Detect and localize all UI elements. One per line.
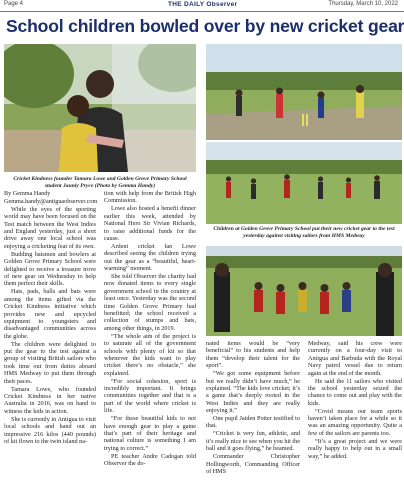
paragraph: tion with help from the British High Commission. [104, 190, 196, 205]
paragraph: “For social cohesion, sport is incredibly important. It brings communities together and that is a part of the world where cricket is life. [104, 377, 196, 415]
paragraph: PE teacher Andre Cadogan told Observer the do- [104, 452, 196, 468]
photo-field [206, 142, 402, 224]
paragraph: nated items would be “very beneficial” to his students and help them “develop their talent for the sport”. [206, 340, 300, 370]
paragraph: Budding batsmen and bowlers at Golden Grove Primary School were delighted to receive a treasure trove of new gear on Wednesday to help them perfect their skills. [4, 250, 96, 288]
paragraph: Commander Christopher Hollingworth, Commanding Officer of HMS [206, 453, 300, 475]
page-header-bar [0, 0, 404, 12]
paragraph: “We got some equipment before but we really didn’t have much,” he explained. “The kids love cricket; it’s a game that’s deeply rooted in the West Indies and they are really enjoying it.” [206, 370, 300, 415]
author-email: Gemma.handy@antiguaobserver.com [4, 197, 98, 205]
masthead: THE DAILY Observer [168, 1, 238, 8]
paragraph: Lowe also hosted a benefit dinner earlier this week, attended by National Hero Sir Vivian Richards, to raise additional funds for the cause. [104, 205, 196, 242]
paragraph: The children were delighted to put the gear to the test against a group of visiting British sailors who took time out from duties aboard HMS Medway to put them through their paces. [4, 340, 96, 385]
paragraph: “Cricket is very fun, athletic, and it’s really nice to see when you hit the ball and it goes flying,” he beamed. [206, 430, 300, 453]
paragraph: She told Observer the charity had now donated items to every single government school in the country at least once. Yesterday was the second time Golden Grove Primary had benefitted; the school received a collection of stumps and bats, among other things, in 2019. [104, 272, 196, 332]
article-column-1 [4, 190, 96, 446]
paragraph: Tamara Lowe, who founded Cricket Kindness in her native Australia in 2016, was on hand to witness the kids in action. [4, 385, 96, 415]
caption-founder: Cricket Kindness founder Tamara Lowe and Golden Grove Primary School student Jauniy Pryce (Photo by Gemma Handy) [13, 176, 187, 189]
paragraph: “The whole aim of the project is to saturate all of the government schools with plenty of kit so that whenever the kids want to play cricket there’s no obstacle,” she explained. [104, 332, 196, 377]
paragraph: Hats, pads, balls and bats were among the items gifted via the Cricket Kindness initiative which provides new and upcycled equipment to youngsters and disadvantaged communities across the globe. [4, 288, 96, 340]
issue-date: Thursday, March 10, 2022 [328, 1, 398, 7]
paragraph: Ardent cricket fan Lowe described seeing the children trying out the gear as a “beautiful, heart-warming” moment. [104, 242, 196, 273]
article-column-3 [206, 340, 300, 476]
byline: By Gemma Handy [4, 190, 51, 197]
paragraph: She is currently in Antigua to visit local schools and hand out an impressive 216 kilos (440 pounds) of kit flown to the twin island na- [4, 415, 96, 445]
paragraph: “For these beautiful kids to not have enough gear to play a game that’s part of their heritage and national culture is something I am trying to correct.” [104, 415, 196, 452]
paragraph: He said the 11 sailors who visited the school yesterday seized the chance to come out and play with the kids. [308, 377, 402, 407]
photo-founder [4, 44, 196, 172]
paragraph: “Covid means our team sports haven’t taken place for a while so it was an amazing opportunity. Quite a few of the sailors are parents too. [308, 407, 402, 437]
photo-huddle [206, 246, 402, 336]
headline: School children bowled over by new cricket gear [6, 16, 404, 36]
paragraph: Medway, said his crew were currently on a four-day visit to Antigua and Barbuda with the Royal Navy patrol vessel due to return again at the end of the month. [308, 340, 402, 377]
paragraph: While the eyes of the sporting world may have been focused on the Test match between the West Indies and England yesterday, just a short drive away one local school was enjoying a cricketing feat of its own. [4, 205, 96, 250]
page-number: Page 4 [4, 1, 24, 7]
caption-field: Children at Golden Grove Primary School put their new cricket gear to the test yesterday against visiting sailors from HMS Medway [213, 226, 395, 239]
paragraph: One pupil Jaiden Potter testified to that. [206, 415, 300, 430]
article-column-4 [308, 340, 402, 461]
article-column-2 [104, 190, 196, 468]
photo-batting [206, 44, 402, 140]
paragraph: “It’s a great project and we were really happy to help out in a small way,” he added. [308, 437, 402, 460]
